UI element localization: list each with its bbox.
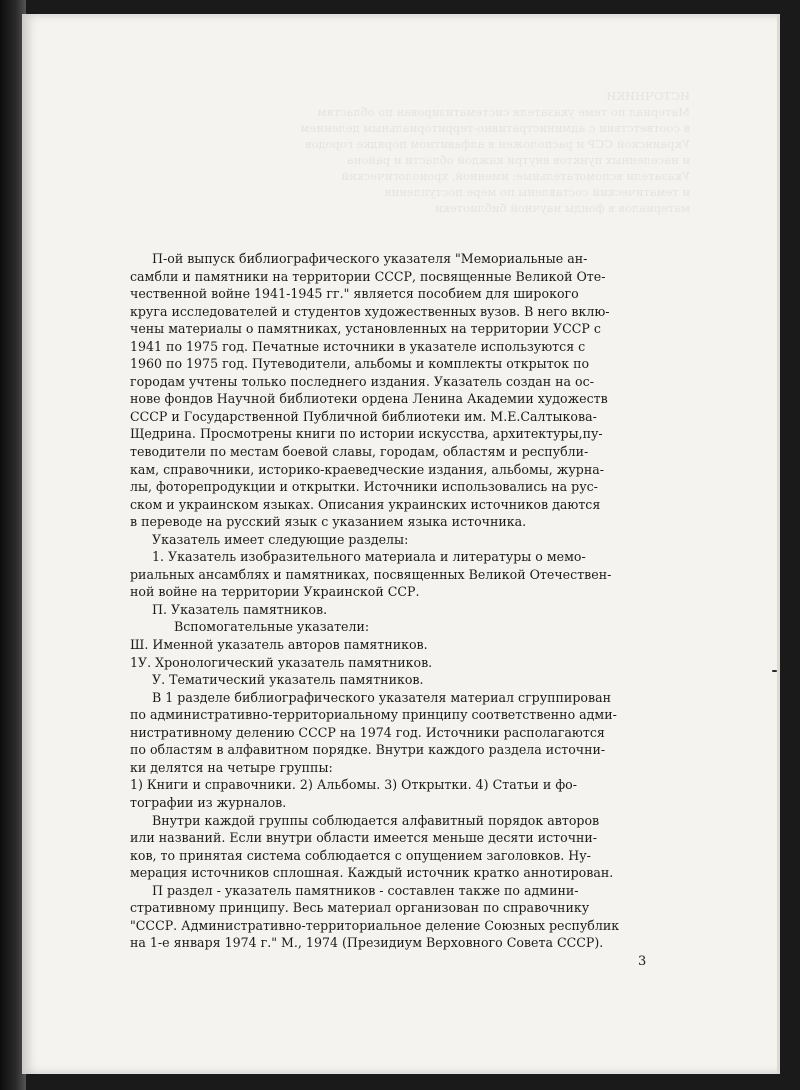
scan-speck [772,670,777,672]
page-edge [777,14,780,1074]
text-line: на 1-е января 1974 г." М., 1974 (Президиум Верховного Совета СССР). [130,935,604,951]
text-line: по административно-территориальному принципу соответственно адми- [130,707,617,723]
text-line: круга исследователей и студентов художественных вузов. В него вклю- [130,303,610,319]
text-line: 1941 по 1975 год. Печатные источники в указателе используются с [130,338,586,354]
text-line: мерация источников сплошная. Каждый источник кратко аннотирован. [130,865,614,881]
text-line: 1) Книги и справочники. 2) Альбомы. 3) Открытки. 4) Статьи и фо- [130,777,578,793]
text-line: 1. Указатель изобразительного материала и литературы о мемо- [152,549,586,565]
text-line: или названий. Если внутри области имеется меньше десяти источни- [130,830,598,846]
text-line: ском и украинском языках. Описания украинских источников даются [130,496,601,512]
text-line: 1У. Хронологический указатель памятников. [130,654,433,670]
text-line: риальных ансамблях и памятниках, посвященных Великой Отечествен- [130,566,612,582]
page-number: 3 [638,954,647,969]
text-line: теводители по местам боевой славы, городам, областям и республи- [130,444,589,460]
text-line: "СССР. Административно-территориальное деление Союзных республик [130,917,620,933]
text-line: городам учтены только последнего издания. Указатель создан на ос- [130,373,594,389]
text-line: П раздел - указатель памятников - составлен также по админи- [152,882,579,898]
text-line: ков, то принятая система соблюдается с опущением заголовков. Ну- [130,847,591,863]
text-line: П. Указатель памятников. [152,601,328,617]
text-line: по областям в алфавитном порядке. Внутри каждого раздела источни- [130,742,606,758]
text-line: чественной войне 1941-1945 гг." является пособием для широкого [130,286,579,302]
text-line: в переводе на русский язык с указанием языка источника. [130,514,527,530]
document-page [22,14,780,1074]
text-line: нове фондов Научной библиотеки ордена Ленина Академии художеств [130,391,608,407]
text-line: кам, справочники, историко-краеведческие издания, альбомы, журна- [130,461,604,477]
text-line: Вспомогательные указатели: [174,619,370,635]
text-line: тографии из журналов. [130,794,287,810]
text-line: Ш. Именной указатель авторов памятников. [130,637,428,653]
text-line: ной войне на территории Украинской ССР. [130,584,420,600]
text-line: Щедрина. Просмотрены книги по истории искусства, архитектуры,пу- [130,426,603,442]
text-line: стративному принципу. Весь материал организован по справочнику [130,900,590,916]
text-line: Внутри каждой группы соблюдается алфавитный порядок авторов [152,812,600,828]
text-line: СССР и Государственной Публичной библиотеки им. М.Е.Салтыкова- [130,408,597,424]
text-line: самбли и памятники на территории СССР, посвященные Великой Оте- [130,268,606,284]
text-line: Указатель имеет следующие разделы: [152,531,409,547]
text-line: нистративному делению СССР на 1974 год. Источники располагаются [130,724,605,740]
text-line: лы, фоторепродукции и открытки. Источники использовались на рус- [130,479,598,495]
text-line: У. Тематический указатель памятников. [152,672,424,688]
text-line: П-ой выпуск библиографического указателя "Мемориальные ан- [152,251,588,266]
body-text [130,250,680,952]
text-line: ки делятся на четыре группы: [130,759,333,775]
text-line: чены материалы о памятниках, установленных на территории УССР с [130,321,601,337]
text-line: 1960 по 1975 год. Путеводители, альбомы и комплекты открыток по [130,356,590,372]
bleed-through-text: ИСТОЧНИКИ Материал по теме указателя систематизирован по областям в соответствии с административно-территориальным делением Украинской ССР и расположен в алфавитном порядке городов и населенных пунктов внутри каждой области и района Указатели вспомогательные: именной, хронологический и тематический составлены по мере поступления материалов в фонды научной библиотеки [300,89,690,215]
text-line: В 1 разделе библиографического указателя материал сгруппирован [152,689,611,705]
